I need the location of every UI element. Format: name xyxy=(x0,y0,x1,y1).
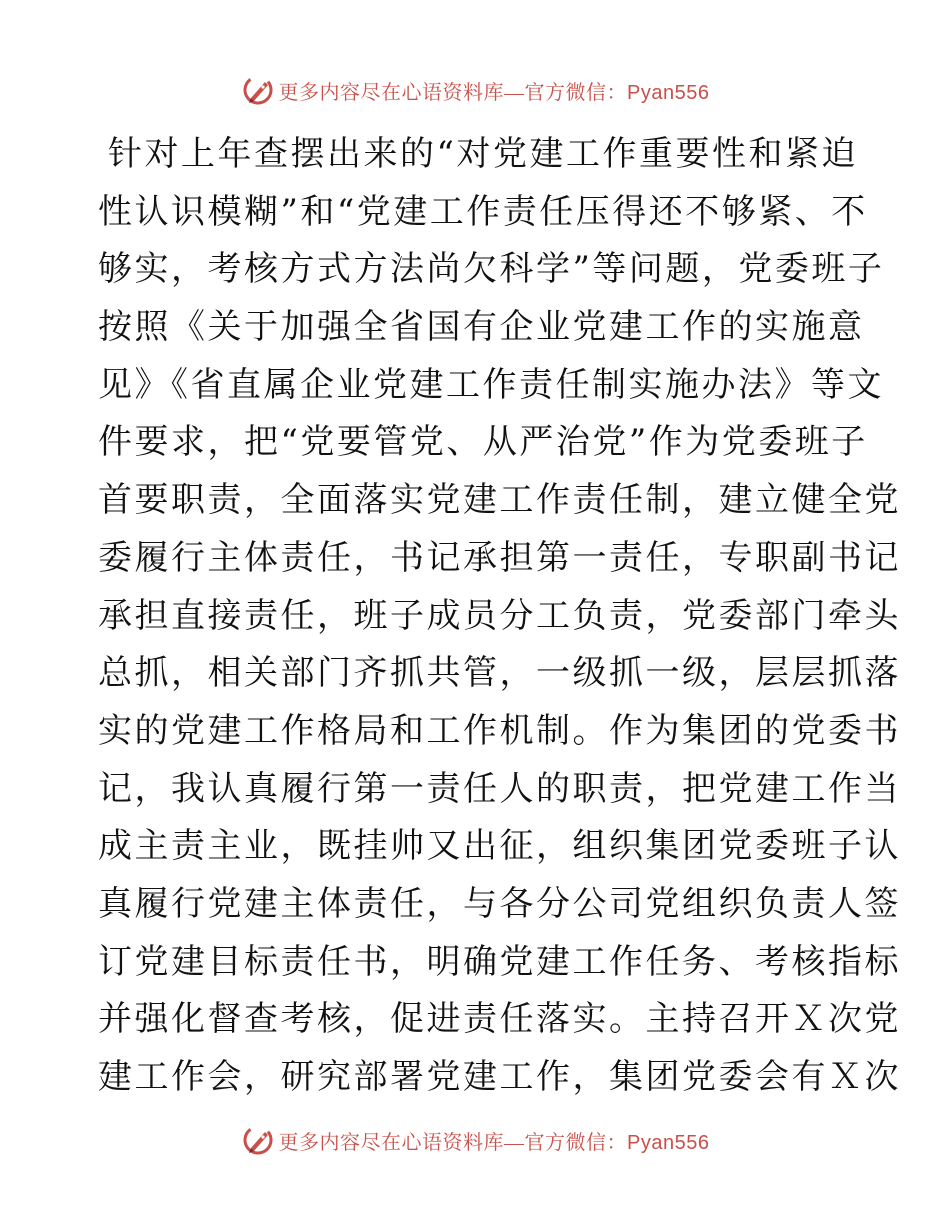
watermark-text xyxy=(279,76,710,105)
body-line-17: 建工作会，研究部署党建工作，集团党委会有Ｘ次 xyxy=(98,1057,901,1097)
watermark-dash: — xyxy=(504,81,525,104)
body-line-4: 按照《关于加强全省国有企业党建工作的实施意 xyxy=(98,307,865,348)
body-line-16: 并强化督查考核，促进责任落实。主持召开Ｘ次党 xyxy=(98,999,901,1040)
document-body xyxy=(98,126,901,1107)
watermark-wechat-id: Pyan556 xyxy=(627,81,710,104)
body-line-8: 委履行主体责任，书记承担第一责任，专职副书记 xyxy=(98,537,901,578)
body-line-12: 记，我认真履行第一责任人的职责，把党建工作当 xyxy=(98,768,901,809)
pen-nib-circle-icon xyxy=(241,1122,277,1158)
body-line-9: 承担直接责任，班子成员分工负责，党委部门牵头 xyxy=(98,595,901,636)
pen-nib-circle-icon xyxy=(241,72,277,108)
body-line-7: 首要职责，全面落实党建工作责任制，建立健全党 xyxy=(98,480,901,521)
watermark-label: 官方微信： xyxy=(524,1131,628,1154)
body-line-1: 针对上年查摆出来的“对党建工作重要性和紧迫 xyxy=(108,134,858,174)
body-line-6: 件要求，把“党要管党、从严治党”作为党委班子 xyxy=(98,422,868,463)
watermark-site: 更多内容尽在心语资料库 xyxy=(278,1131,505,1154)
watermark-site: 更多内容尽在心语资料库 xyxy=(278,81,505,104)
watermark-dash: — xyxy=(504,1131,525,1154)
footer-watermark xyxy=(0,1120,950,1160)
watermark-wechat-id: Pyan556 xyxy=(627,1131,710,1154)
header-watermark xyxy=(0,70,950,110)
body-line-2: 性认识模糊”和“党建工作责任压得还不够紧、不 xyxy=(98,191,868,232)
body-line-5: 见》《省直属企业党建工作责任制实施办法》等文 xyxy=(98,364,884,405)
watermark-text xyxy=(279,1126,710,1155)
body-line-13: 成主责主业，既挂帅又出征，组织集团党委班子认 xyxy=(98,826,901,867)
body-line-15: 订党建目标责任书，明确党建工作任务、考核指标 xyxy=(98,941,901,982)
body-line-10: 总抓，相关部门齐抓共管，一级抓一级，层层抓落 xyxy=(98,653,901,694)
body-line-14: 真履行党建主体责任，与各分公司党组织负责人签 xyxy=(98,883,901,924)
watermark-label: 官方微信： xyxy=(524,81,628,104)
body-line-3: 够实，考核方式方法尚欠科学”等问题，党委班子 xyxy=(98,249,885,290)
body-line-11: 实的党建工作格局和工作机制。作为集团的党委书 xyxy=(98,710,901,751)
